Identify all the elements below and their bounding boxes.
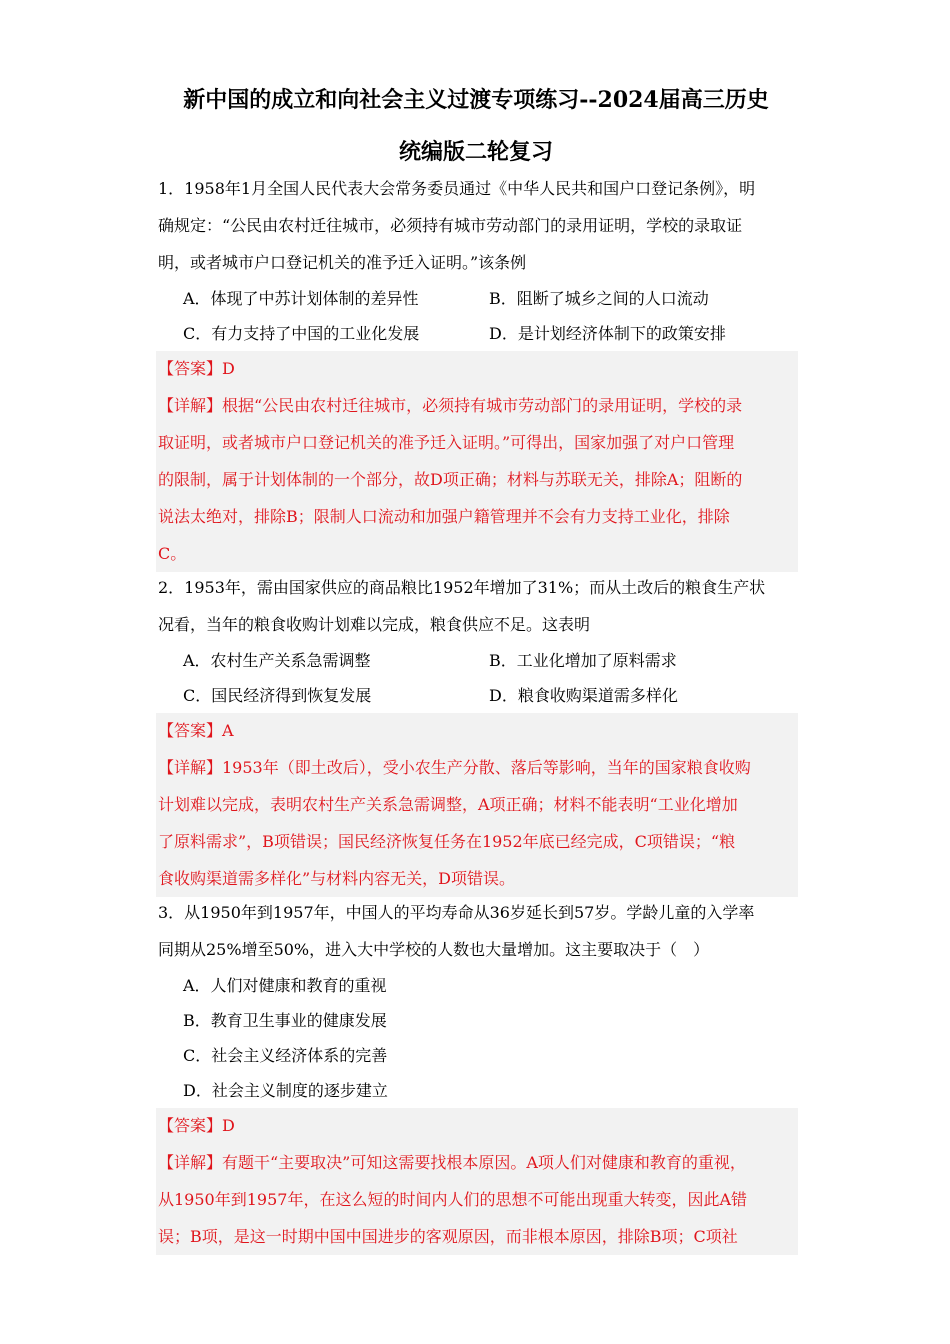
answer-label: 【答案】D [158, 359, 235, 378]
explain-line: 【详解】有题干“主要取决”可知这需要找根本原因。A项人们对健康和教育的重视， [158, 1153, 746, 1172]
question-stem [158, 170, 794, 281]
question-2 [158, 569, 794, 897]
stem-line: 3．从1950年到1957年，中国人的平均寿命从36岁延长到57岁。学龄儿童的入学率 [158, 903, 755, 922]
options-row [158, 281, 794, 316]
answer-box [156, 713, 798, 897]
explain-line: 说法太绝对，排除B；限制人口流动和加强户籍管理并不会有力支持工业化，排除 [158, 507, 730, 526]
option-c: C．社会主义经济体系的完善 [183, 1046, 388, 1065]
option-a: A．体现了中苏计划体制的差异性 [183, 289, 419, 308]
explain-line: 从1950年到1957年，在这么短的时间内人们的思想不可能出现重大转变，因此A错 [158, 1190, 747, 1209]
option-b: B．工业化增加了原料需求 [489, 651, 677, 670]
option-b: B．阻断了城乡之间的人口流动 [489, 289, 709, 308]
answer-box [156, 1108, 798, 1255]
option-b: B．教育卫生事业的健康发展 [183, 1011, 387, 1030]
options-row [158, 643, 794, 678]
stem-line: 况看，当年的粮食收购计划难以完成，粮食供应不足。这表明 [158, 615, 591, 634]
options-row [158, 678, 794, 713]
option-d: D．社会主义制度的逐步建立 [183, 1081, 388, 1100]
answer-label: 【答案】D [158, 1116, 235, 1135]
explain-line: 的限制，属于计划体制的一个部分，故D项正确；材料与苏联无关，排除A；阻断的 [158, 470, 743, 489]
explain-line: 取证明，或者城市户口登记机关的准予迁入证明。”可得出，国家加强了对户口管理 [158, 433, 735, 452]
question-stem [158, 894, 794, 968]
explain-line: 【详解】1953年（即土改后），受小农生产分散、落后等影响，当年的国家粮食收购 [158, 758, 751, 777]
question-3 [158, 894, 794, 1255]
option-a: A．人们对健康和教育的重视 [183, 976, 387, 995]
option-c: C．有力支持了中国的工业化发展 [183, 324, 420, 343]
option-d: D．粮食收购渠道需多样化 [489, 686, 678, 705]
explain-line: 了原料需求”，B项错误；国民经济恢复任务在1952年底已经完成，C项错误；“粮 [158, 832, 736, 851]
answer-box [156, 351, 798, 572]
stem-line: 同期从25%增至50%，进入大中学校的人数也大量增加。这主要取决于（ ） [158, 940, 710, 959]
doc-title-line1: 新中国的成立和向社会主义过渡专项练习--2024届高三历史 [183, 87, 769, 113]
explain-line: 【详解】根据“公民由农村迁往城市，必须持有城市劳动部门的录用证明，学校的录 [158, 396, 743, 415]
stem-line: 2．1953年，需由国家供应的商品粮比1952年增加了31%；而从土改后的粮食生产状 [158, 578, 766, 597]
option-d: D．是计划经济体制下的政策安排 [489, 324, 726, 343]
explain-line: 误；B项，是这一时期中国中国进步的客观原因，而非根本原因，排除B项；C项社 [158, 1227, 738, 1246]
explain-line: 计划难以完成，表明农村生产关系急需调整，A项正确；材料不能表明“工业化增加 [158, 795, 738, 814]
stem-line: 确规定：“公民由农村迁往城市，必须持有城市劳动部门的录用证明，学校的录取证 [158, 216, 743, 235]
explain-line: C。 [158, 544, 187, 563]
answer-label: 【答案】A [158, 721, 234, 740]
doc-title-line2: 统编版二轮复习 [398, 139, 553, 165]
options-row [158, 316, 794, 351]
stem-line: 明，或者城市户口登记机关的准予迁入证明。”该条例 [158, 253, 527, 272]
explain-line: 食收购渠道需多样化”与材料内容无关，D项错误。 [158, 869, 516, 888]
question-1 [158, 170, 794, 572]
question-stem [158, 569, 794, 643]
option-c: C．国民经济得到恢复发展 [183, 686, 372, 705]
stem-line: 1．1958年1月全国人民代表大会常务委员通过《中华人民共和国户口登记条例》，明 [158, 179, 756, 198]
option-a: A．农村生产关系急需调整 [183, 651, 371, 670]
